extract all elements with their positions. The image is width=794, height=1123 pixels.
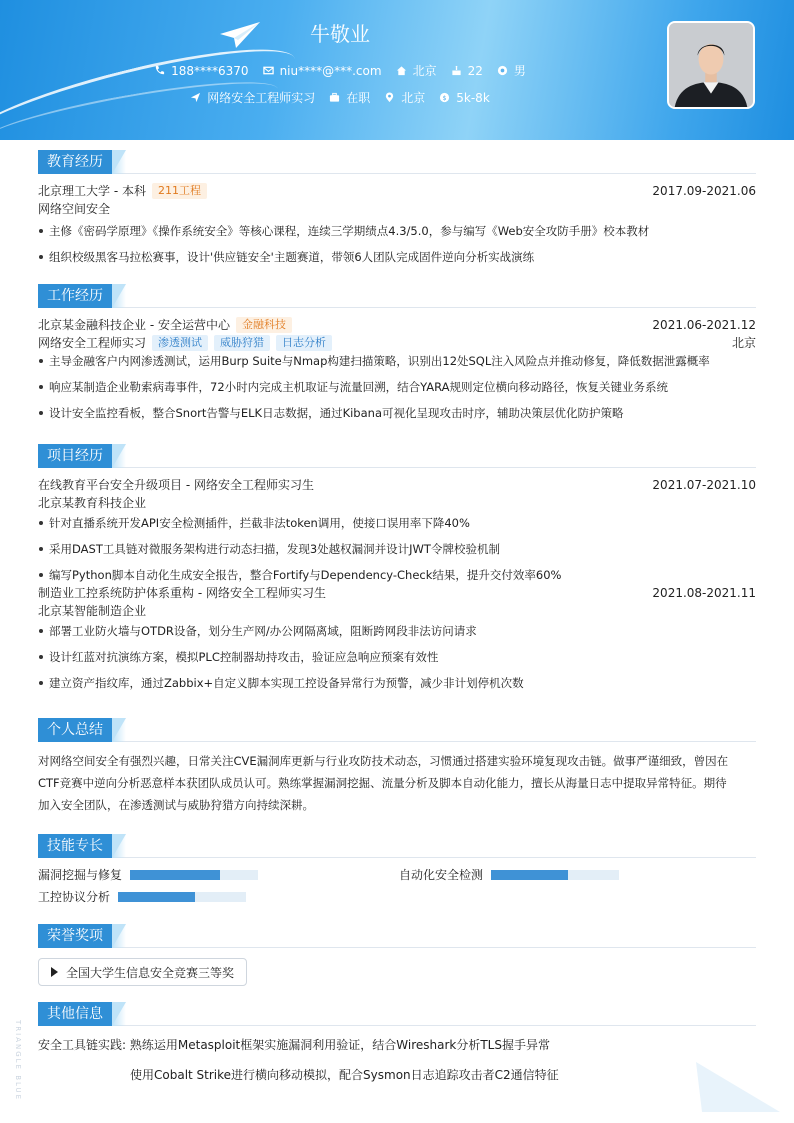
send-icon: [190, 92, 201, 103]
skill-bar-fill: [491, 870, 568, 880]
work-section: [38, 284, 756, 426]
company-name: 北京某金融科技企业 - 安全运营中心: [38, 318, 230, 332]
email-text: niu****@***.com: [279, 63, 382, 78]
skill-name: 工控协议分析: [38, 890, 111, 904]
skill-tag: 威胁狩猎: [214, 335, 270, 351]
school-tag: 211工程: [152, 183, 207, 199]
skill-bar-fill: [118, 892, 195, 902]
svg-text:$: $: [442, 93, 447, 102]
work-location: 北京: [731, 336, 756, 350]
education-bullets: [38, 218, 756, 270]
money-icon: [439, 92, 450, 103]
city-item: [396, 62, 437, 79]
work-date: 2021.06-2021.12: [652, 318, 756, 332]
section-title: 个人总结: [38, 718, 112, 742]
summary-text: [38, 750, 756, 816]
list-item: 设计安全监控看板，整合Snort告警与ELK日志数据，通过Kibana可视化呈现攻击时序，辅助决策层优化防护策略: [38, 400, 756, 426]
play-triangle-icon: [51, 967, 58, 977]
candidate-name: 牛敬业: [310, 22, 370, 46]
status-text: 在职: [346, 91, 371, 105]
age-text: 22: [467, 63, 483, 78]
education-header: [38, 150, 756, 174]
other-section: [38, 1002, 756, 1086]
skills-header: [38, 834, 756, 858]
projects-section: [38, 444, 756, 696]
skill-item: [38, 888, 246, 905]
list-item: 采用DAST工具链对微服务架构进行动态扫描，发现3处越权漏洞并设计JWT令牌校验机制: [38, 536, 756, 562]
target-job-item: [190, 89, 315, 106]
list-item: 组织校级黑客马拉松赛事，设计'供应链安全'主题赛道，带领6人团队完成固件逆向分析实战演练: [38, 244, 756, 270]
target-city-text: 北京: [401, 91, 426, 105]
avatar: [669, 23, 753, 107]
summary-line: 对网络空间安全有强烈兴趣，日常关注CVE漏洞库更新与行业攻防技术动态，习惯通过搭建实验环境复现攻击链。做事严谨细致，曾因在: [38, 754, 729, 768]
job-intent-row: [0, 89, 680, 106]
projects-header: [38, 444, 756, 468]
phone-icon: [154, 65, 165, 76]
phone-item: [154, 62, 248, 79]
section-title: 技能专长: [38, 834, 112, 858]
section-title: 项目经历: [38, 444, 112, 468]
skill-item: [399, 866, 619, 883]
awards-section: [38, 924, 756, 986]
skill-bar: [491, 870, 619, 880]
skill-bar: [118, 892, 246, 902]
project-name: 在线教育平台安全升级项目 - 网络安全工程师实习生: [38, 478, 314, 492]
corner-decoration: [696, 1062, 780, 1112]
skills-list: [38, 866, 756, 910]
work-bullets: [38, 348, 756, 426]
phone-text: 188****6370: [171, 63, 249, 78]
school-name: 北京理工大学 - 本科: [38, 184, 146, 198]
cake-icon: [451, 65, 462, 76]
list-item: 主修《密码学原理》《操作系统安全》等核心课程，连续三学期绩点4.3/5.0，参与编写《Web安全攻防手册》校本教材: [38, 218, 756, 244]
position-name: 网络安全工程师实习: [38, 336, 147, 350]
list-item: 编写Python脚本自动化生成安全报告，整合Fortify与Dependency-Check结果，提升交付效率60%: [38, 562, 756, 588]
other-header: [38, 1002, 756, 1026]
skill-item: [38, 866, 258, 883]
project-date: 2021.08-2021.11: [652, 586, 756, 600]
work-header: [38, 284, 756, 308]
list-item: 针对直播系统开发API安全检测插件，拦截非法token调用，使接口误用率下降40%: [38, 510, 756, 536]
education-major: 网络空间安全: [38, 202, 111, 216]
email-icon: [263, 65, 274, 76]
section-title: 其他信息: [38, 1002, 112, 1026]
other-line: [38, 1034, 756, 1056]
city-text: 北京: [412, 64, 437, 78]
awards-header: [38, 924, 756, 948]
award-item: [38, 958, 247, 986]
skills-section: [38, 834, 756, 910]
location-pin-icon: [384, 92, 395, 103]
profile-photo: [667, 21, 755, 109]
briefcase-icon: [329, 92, 340, 103]
summary-header: [38, 718, 756, 742]
contact-row: [0, 62, 680, 79]
watermark-text: TRIANGLE BLUE: [14, 1020, 22, 1102]
project-name: 制造业工控系统防护体系重构 - 网络安全工程师实习生: [38, 586, 326, 600]
award-text: 全国大学生信息安全竞赛三等奖: [66, 965, 235, 980]
gender-item: [497, 62, 526, 79]
home-icon: [396, 65, 407, 76]
skill-tag: 日志分析: [276, 335, 332, 351]
other-line: 使用Cobalt Strike进行横向移动模拟，配合Sysmon日志追踪攻击者C2通信特征: [130, 1068, 559, 1082]
section-title: 工作经历: [38, 284, 112, 308]
gender-icon: [497, 65, 508, 76]
list-item: 主导金融客户内网渗透测试，运用Burp Suite与Nmap构建扫描策略，识别出12处SQL注入风险点并推动修复，降低数据泄露概率: [38, 348, 756, 374]
age-item: [451, 62, 483, 79]
list-item: 响应某制造企业勒索病毒事件，72小时内完成主机取证与流量回溯，结合YARA规则定位横向移动路径，恢复关键业务系统: [38, 374, 756, 400]
resume-header: [0, 0, 794, 140]
skill-name: 漏洞挖掘与修复: [38, 868, 123, 882]
target-city-item: [384, 89, 425, 106]
education-section: [38, 150, 756, 270]
project-org: 北京某智能制造企业: [38, 604, 147, 618]
skill-bar-fill: [130, 870, 220, 880]
summary-line: 加入安全团队，在渗透测试与威胁狩猎方向持续深耕。: [38, 798, 314, 812]
target-job-text: 网络安全工程师实习: [207, 91, 316, 105]
education-row: [38, 182, 756, 200]
education-date: 2017.09-2021.06: [652, 184, 756, 198]
project-row: [38, 476, 756, 494]
summary-section: [38, 718, 756, 816]
list-item: 设计红蓝对抗演练方案，模拟PLC控制器劫持攻击，验证应急响应预案有效性: [38, 644, 756, 670]
project-org: 北京某教育科技企业: [38, 496, 147, 510]
project-date: 2021.07-2021.10: [652, 478, 756, 492]
company-tag: 金融科技: [236, 317, 292, 333]
list-item: 建立资产指纹库，通过Zabbix+自定义脚本实现工控设备异常行为预警，减少非计划停机次数: [38, 670, 756, 696]
section-title: 教育经历: [38, 150, 112, 174]
salary-text: 5k-8k: [456, 90, 490, 105]
skill-tag: 渗透测试: [152, 335, 208, 351]
status-item: [329, 89, 370, 106]
project-bullets: [38, 618, 756, 696]
summary-line: CTF竞赛中逆向分析恶意样本获团队成员认可。熟练掌握漏洞挖掘、流量分析及脚本自动化能力，擅长从海量日志中提取异常特征。期待: [38, 776, 727, 790]
other-text: 熟练运用Metasploit框架实施漏洞利用验证，结合Wireshark分析TLS握手异常: [129, 1038, 550, 1052]
list-item: 部署工业防火墙与OTDR设备，划分生产网/办公网隔离域，阻断跨网段非法访问请求: [38, 618, 756, 644]
skill-bar: [130, 870, 258, 880]
gender-text: 男: [513, 64, 526, 78]
section-title: 荣誉奖项: [38, 924, 112, 948]
email-item: [263, 62, 382, 79]
salary-item: [439, 89, 490, 106]
other-label: 安全工具链实践:: [38, 1038, 127, 1052]
skill-name: 自动化安全检测: [399, 868, 484, 882]
work-row: [38, 316, 756, 334]
project-bullets: [38, 510, 756, 588]
